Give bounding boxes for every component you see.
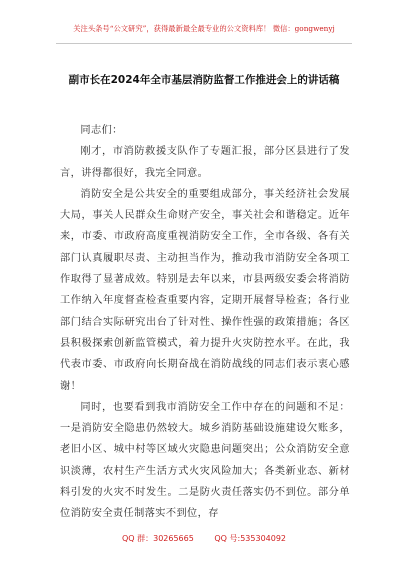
header-promo-note: 关注头条号“公文研究”，获得最新最全最专业的公文资料库！ 微信：gongwenyj bbox=[73, 24, 335, 33]
document-body bbox=[60, 120, 350, 525]
paragraph-2: 消防安全是公共安全的重要组成部分，事关经济社会发展大局，事关人民群众生命财产安全，事关社会和谐稳定。近年来，市委、市政府高度重视消防安全工作，全市各级、各有关部门认真履职尽责、主动担当作为，推动我市消防安全各项工作取得了显著成效。特别是去年以来，市县两级安委会将消防工作纳入年度督查检查重要内容，定期开展督导检查；各行业部门结合实际研究出台了针对性、操作性强的政策措施；各区县积极探索创新监管模式，着力提升火灾防控水平。在此，我代表市委、市政府向长期奋战在消防战线的同志们表示衷心感谢！ bbox=[60, 188, 350, 392]
document-title: 副市长在2024年全市基层消防监督工作推进会上的讲话稿 bbox=[68, 74, 340, 86]
paragraph-1: 刚才，市消防救援支队作了专题汇报，部分区县进行了发言，讲得都很好，我完全同意。 bbox=[60, 146, 350, 179]
footer-contact bbox=[0, 533, 408, 544]
paragraph-3: 同时，也要看到我市消防安全工作中存在的问题和不足：一是消防安全隐患仍然较大。城乡消防基础设施建设欠账多，老旧小区、城中村等区域火灾隐患问题突出；公众消防安全意识淡薄，农村生产生活方式火灾风险加大；各类新业态、新材料引发的火灾不时发生。二是防火责任落实仍不到位。部分单位消防安全责任制落实不到位，存 bbox=[60, 401, 350, 520]
header-divider bbox=[56, 43, 352, 44]
salutation: 同志们： bbox=[80, 125, 123, 136]
footer-qq-number: QQ 号:535304092 bbox=[214, 534, 287, 543]
footer-qq-group: QQ 群：30265665 bbox=[121, 534, 194, 543]
